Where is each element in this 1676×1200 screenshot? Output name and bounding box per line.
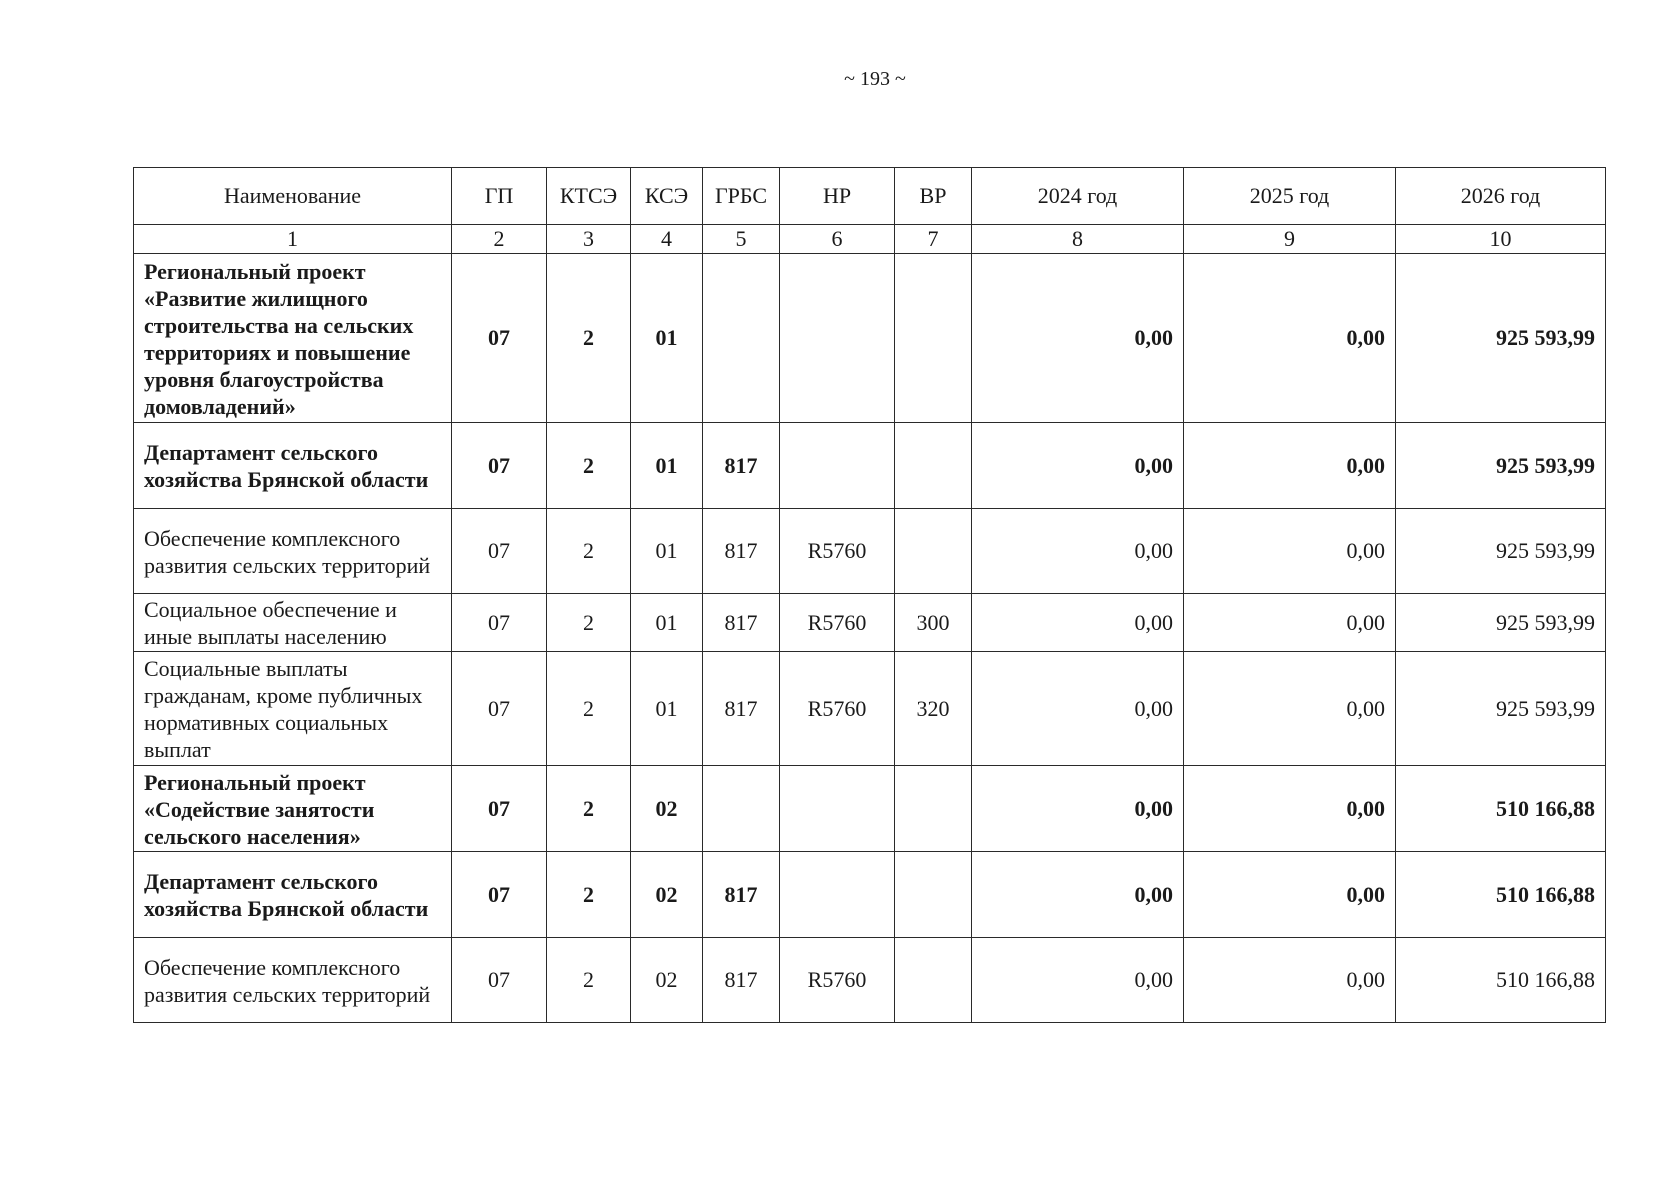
row-kse: 02 <box>631 938 703 1023</box>
row-grbs: 817 <box>703 509 780 594</box>
row-vr <box>895 509 972 594</box>
row-nr <box>780 766 895 852</box>
row-name: Департамент сельского хозяйства Брянской области <box>134 423 452 509</box>
row-grbs: 817 <box>703 652 780 766</box>
header-name: Наименование <box>134 168 452 225</box>
column-number: 4 <box>631 225 703 254</box>
table-row <box>134 852 1606 938</box>
row-nr <box>780 852 895 938</box>
row-2024: 0,00 <box>972 852 1184 938</box>
row-2025: 0,00 <box>1184 852 1396 938</box>
header-2025: 2025 год <box>1184 168 1396 225</box>
row-grbs <box>703 254 780 423</box>
header-nr: НР <box>780 168 895 225</box>
row-vr: 300 <box>895 594 972 652</box>
column-number: 5 <box>703 225 780 254</box>
row-ktse: 2 <box>547 852 631 938</box>
column-number: 8 <box>972 225 1184 254</box>
row-grbs: 817 <box>703 423 780 509</box>
row-name: Обеспечение комплексного развития сельских территорий <box>134 938 452 1023</box>
row-gp: 07 <box>452 652 547 766</box>
row-name: Социальное обеспечение и иные выплаты населению <box>134 594 452 652</box>
table-row <box>134 766 1606 852</box>
table-row <box>134 509 1606 594</box>
table-row <box>134 938 1606 1023</box>
row-2026: 510 166,88 <box>1396 852 1606 938</box>
table-row <box>134 652 1606 766</box>
row-kse: 02 <box>631 852 703 938</box>
column-number: 10 <box>1396 225 1606 254</box>
header-kse: КСЭ <box>631 168 703 225</box>
row-2026: 925 593,99 <box>1396 254 1606 423</box>
row-nr <box>780 423 895 509</box>
row-name: Социальные выплаты гражданам, кроме публичных нормативных социальных выплат <box>134 652 452 766</box>
row-grbs <box>703 766 780 852</box>
row-kse: 01 <box>631 254 703 423</box>
row-gp: 07 <box>452 423 547 509</box>
row-2025: 0,00 <box>1184 938 1396 1023</box>
row-vr <box>895 423 972 509</box>
column-number: 6 <box>780 225 895 254</box>
row-vr: 320 <box>895 652 972 766</box>
row-kse: 01 <box>631 423 703 509</box>
header-2026: 2026 год <box>1396 168 1606 225</box>
row-2026: 925 593,99 <box>1396 594 1606 652</box>
row-gp: 07 <box>452 509 547 594</box>
header-2024: 2024 год <box>972 168 1184 225</box>
row-grbs: 817 <box>703 594 780 652</box>
table-row <box>134 423 1606 509</box>
row-ktse: 2 <box>547 594 631 652</box>
table-row <box>134 254 1606 423</box>
page-number: ~ 193 ~ <box>844 68 906 90</box>
row-2025: 0,00 <box>1184 423 1396 509</box>
header-ktse: КТСЭ <box>547 168 631 225</box>
row-gp: 07 <box>452 938 547 1023</box>
row-kse: 01 <box>631 509 703 594</box>
row-ktse: 2 <box>547 766 631 852</box>
row-2024: 0,00 <box>972 766 1184 852</box>
row-2024: 0,00 <box>972 938 1184 1023</box>
header-grbs: ГРБС <box>703 168 780 225</box>
row-nr: R5760 <box>780 938 895 1023</box>
row-2025: 0,00 <box>1184 509 1396 594</box>
row-2024: 0,00 <box>972 509 1184 594</box>
row-ktse: 2 <box>547 938 631 1023</box>
row-2025: 0,00 <box>1184 594 1396 652</box>
row-vr <box>895 938 972 1023</box>
row-gp: 07 <box>452 254 547 423</box>
row-2024: 0,00 <box>972 254 1184 423</box>
row-2024: 0,00 <box>972 652 1184 766</box>
row-2025: 0,00 <box>1184 766 1396 852</box>
row-name: Департамент сельского хозяйства Брянской области <box>134 852 452 938</box>
row-vr <box>895 766 972 852</box>
row-kse: 01 <box>631 652 703 766</box>
row-2026: 925 593,99 <box>1396 509 1606 594</box>
column-number: 1 <box>134 225 452 254</box>
row-nr <box>780 254 895 423</box>
row-2026: 510 166,88 <box>1396 766 1606 852</box>
column-number: 3 <box>547 225 631 254</box>
column-number: 7 <box>895 225 972 254</box>
table-row <box>134 594 1606 652</box>
budget-table <box>133 167 1606 1023</box>
row-2025: 0,00 <box>1184 652 1396 766</box>
column-number: 9 <box>1184 225 1396 254</box>
row-ktse: 2 <box>547 254 631 423</box>
row-gp: 07 <box>452 852 547 938</box>
row-ktse: 2 <box>547 423 631 509</box>
row-gp: 07 <box>452 766 547 852</box>
row-2024: 0,00 <box>972 423 1184 509</box>
row-name: Региональный проект «Развитие жилищного строительства на сельских территориях и повышение уровня благоустройства домовладений» <box>134 254 452 423</box>
row-kse: 01 <box>631 594 703 652</box>
row-2025: 0,00 <box>1184 254 1396 423</box>
row-2024: 0,00 <box>972 594 1184 652</box>
row-grbs: 817 <box>703 938 780 1023</box>
header-vr: ВР <box>895 168 972 225</box>
column-number-row <box>134 225 1606 254</box>
column-number: 2 <box>452 225 547 254</box>
row-nr: R5760 <box>780 652 895 766</box>
row-2026: 510 166,88 <box>1396 938 1606 1023</box>
header-gp: ГП <box>452 168 547 225</box>
row-vr <box>895 254 972 423</box>
row-nr: R5760 <box>780 594 895 652</box>
row-grbs: 817 <box>703 852 780 938</box>
row-ktse: 2 <box>547 652 631 766</box>
row-vr <box>895 852 972 938</box>
row-name: Обеспечение комплексного развития сельских территорий <box>134 509 452 594</box>
header-row <box>134 168 1606 225</box>
row-nr: R5760 <box>780 509 895 594</box>
row-name: Региональный проект «Содействие занятости сельского населения» <box>134 766 452 852</box>
row-kse: 02 <box>631 766 703 852</box>
row-gp: 07 <box>452 594 547 652</box>
row-ktse: 2 <box>547 509 631 594</box>
row-2026: 925 593,99 <box>1396 652 1606 766</box>
row-2026: 925 593,99 <box>1396 423 1606 509</box>
